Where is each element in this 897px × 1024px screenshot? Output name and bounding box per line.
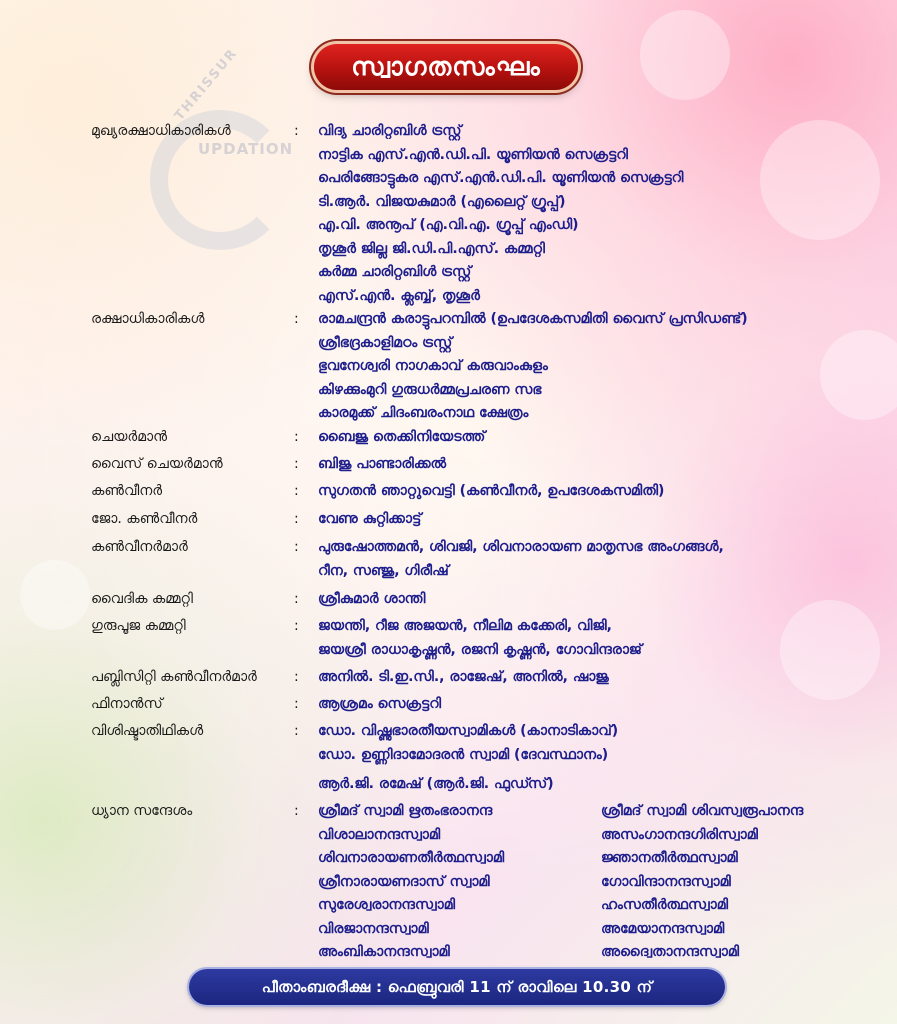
- bokeh-decoration: [20, 560, 90, 630]
- list-item: ശിവനാരായണതീർത്ഥസ്വാമി: [318, 850, 505, 866]
- list-item: വിരജാനന്ദസ്വാമി: [318, 920, 429, 937]
- bokeh-decoration: [640, 10, 730, 100]
- list-item: അദ്വൈതാനന്ദസ്വാമി: [601, 944, 740, 960]
- list-item: ഡോ. ഉണ്ണിദാമോദരൻ സ്വാമി (ദേവസ്ഥാനം): [318, 746, 609, 763]
- list-item: അമേയാനന്ദസ്വാമി: [601, 920, 725, 937]
- list-item: ഭുവനേശ്വരി നാഗകാവ് കരുവാംകുളം: [318, 358, 548, 374]
- separator-colon: :: [294, 591, 299, 607]
- list-item: ആശ്രമം സെക്രട്ടറി: [318, 696, 441, 712]
- section-label: കൺവീനർ: [91, 483, 163, 499]
- bokeh-decoration: [820, 330, 897, 420]
- separator-colon: :: [294, 539, 299, 555]
- bokeh-decoration: [780, 600, 880, 700]
- list-item: റീന, സഞ്ജു, ഗിരീഷ്: [318, 562, 449, 579]
- list-item: കർമ്മ ചാരിറ്റബിൾ ട്രസ്റ്റ്: [318, 264, 472, 280]
- section-label: പബ്ലിസിറ്റി കൺവീനർമാർ: [91, 669, 257, 685]
- section-label: വൈസ് ചെയർമാൻ: [91, 456, 223, 472]
- list-item: ഗോവിന്ദാനന്ദസ്വാമി: [601, 873, 731, 890]
- section-label: ഗുരുപൂജ കമ്മറ്റി: [91, 618, 186, 634]
- list-item: ജയന്തി, റീജ അജയൻ, നീലിമ കക്കേരി, വിജി,: [318, 618, 612, 634]
- list-item: അംബികാനന്ദസ്വാമി: [318, 944, 450, 960]
- list-item: എ.വി. അനൂപ് (എ.വി.എ. ഗ്രൂപ്പ് എംഡി): [318, 217, 579, 233]
- section-label: രക്ഷാധികാരികൾ: [91, 311, 205, 327]
- separator-colon: :: [294, 511, 299, 527]
- list-item: പെരിങ്ങോട്ടുകര എസ്.എൻ.ഡി.പി. യൂണിയൻ സെക്രട്ടറി: [318, 170, 684, 186]
- footer-banner: പീതാംബരദീക്ഷ : ഫെബ്രുവരി 11 ന് രാവിലെ 10.30 ന്: [189, 969, 725, 1005]
- list-item: വേണു കുറ്റിക്കാട്ട്: [318, 511, 422, 527]
- list-item: ടി.ആർ. വിജയകുമാർ (എലൈറ്റ് ഗ്രൂപ്പ്): [318, 193, 566, 210]
- list-item: വിദ്യ ചാരിറ്റബിൾ ട്രസ്റ്റ്: [318, 123, 462, 139]
- section-values: [318, 453, 446, 477]
- list-item: സുരേശ്വരാനന്ദസ്വാമി: [318, 897, 456, 913]
- list-item: ശ്രീഭദ്രകാളിമഠം ട്രസ്റ്റ്: [318, 334, 453, 351]
- section-label: വിശിഷ്ടാതിഥികൾ: [91, 723, 204, 739]
- list-item: ജ്ഞാനതീർത്ഥസ്വാമി: [601, 850, 738, 866]
- list-item: ശ്രീമദ് സ്വാമി ശിവസ്വരൂപാനന്ദ: [601, 803, 804, 819]
- list-item: കിഴക്കുംമുറി ഗുരുധർമ്മപ്രചരണ സഭ: [318, 381, 542, 398]
- separator-colon: :: [294, 803, 299, 819]
- list-item: ശ്രീകുമാർ ശാന്തി: [318, 591, 426, 607]
- list-item: ആർ.ജി. രമേഷ് (ആർ.ജി. ഫുഡ്സ്): [318, 776, 554, 792]
- list-item: അസംഗാനന്ദഗിരിസ്വാമി: [601, 826, 758, 843]
- list-item: രാമചന്ദ്രൻ കരാട്ടുപറമ്പിൽ (ഉപദേശകസമിതി വൈസ് പ്രസിഡണ്ട്): [318, 311, 748, 327]
- list-item: തൃശൂർ ജില്ല ജി.ഡി.പി.എസ്. കമ്മറ്റി: [318, 240, 545, 257]
- watermark-text: UPDATION: [198, 140, 294, 158]
- watermark-text: THRISSUR: [172, 45, 241, 124]
- separator-colon: :: [294, 483, 299, 499]
- list-item: ഡോ. വിഷ്ണുഭാരതീയസ്വാമികൾ (കാനാടികാവ്): [318, 723, 619, 739]
- section-label: ചെയർമാൻ: [91, 429, 168, 445]
- section-values: [318, 615, 642, 662]
- section-label: വൈദിക കമ്മറ്റി: [91, 591, 193, 607]
- separator-colon: :: [294, 669, 299, 685]
- list-item: ഹംസതീർത്ഥസ്വാമി: [601, 897, 729, 913]
- separator-colon: :: [294, 456, 299, 472]
- section-values: [318, 536, 724, 583]
- list-item: അനിൽ. ടി.ഇ.സി., രാജേഷ്, അനിൽ, ഷാജു: [318, 669, 609, 685]
- list-item: ബൈജു തെക്കിനിയേടത്ത്: [318, 429, 486, 445]
- list-item: പുരുഷോത്തമൻ, ശിവജി, ശിവനാരായണ മാതൃസഭ അംഗങ്ങൾ,: [318, 539, 724, 555]
- section-values: [318, 588, 425, 612]
- list-item: ജയശ്രീ രാധാകൃഷ്ണൻ, രജനി കൃഷ്ണൻ, ഗോവിന്ദരാജ്: [318, 641, 642, 658]
- separator-colon: :: [294, 696, 299, 712]
- section-values: [318, 508, 421, 532]
- bokeh-decoration: [760, 120, 880, 240]
- section-label: മുഖ്യരക്ഷാധികാരികൾ: [91, 123, 231, 139]
- section-label: കൺവീനർമാർ: [91, 539, 188, 555]
- list-item: ബിജു പാണ്ടാരിക്കൽ: [318, 456, 447, 472]
- section-values: [318, 120, 683, 308]
- list-item: കാരമുക്ക് ചിദംബരംനാഥ ക്ഷേത്രം: [318, 405, 529, 421]
- section-values: [318, 800, 504, 965]
- section-values-column-2: [601, 800, 803, 965]
- section-values: [318, 666, 609, 690]
- list-item: ശ്രീനാരായണദാസ് സ്വാമി: [318, 873, 490, 890]
- section-values: [318, 720, 618, 797]
- section-values: [318, 693, 441, 717]
- section-label: ഫിനാൻസ്: [91, 696, 163, 712]
- list-item: നാട്ടിക എസ്.എൻ.ഡി.പി. യൂണിയൻ സെക്രട്ടറി: [318, 146, 628, 163]
- section-values: [318, 480, 664, 504]
- section-values: [318, 308, 748, 426]
- separator-colon: :: [294, 429, 299, 445]
- section-label: ജോ. കൺവീനർ: [91, 511, 198, 527]
- separator-colon: :: [294, 618, 299, 634]
- page-title: സ്വാഗതസംഘം: [314, 44, 578, 90]
- list-item: വിശാലാനന്ദസ്വാമി: [318, 826, 441, 843]
- separator-colon: :: [294, 723, 299, 739]
- section-values: [318, 426, 485, 450]
- list-item: ശ്രീമദ് സ്വാമി ഋതംഭരാനന്ദ: [318, 803, 493, 819]
- list-item: എസ്.എൻ. ക്ലബ്ബ്, തൃശൂർ: [318, 287, 480, 304]
- separator-colon: :: [294, 123, 299, 139]
- list-item: സുഗതൻ ഞാറ്റുവെട്ടി (കൺവീനർ, ഉപദേശകസമിതി): [318, 483, 665, 499]
- separator-colon: :: [294, 311, 299, 327]
- section-label: ധ്യാന സന്ദേശം: [91, 803, 193, 819]
